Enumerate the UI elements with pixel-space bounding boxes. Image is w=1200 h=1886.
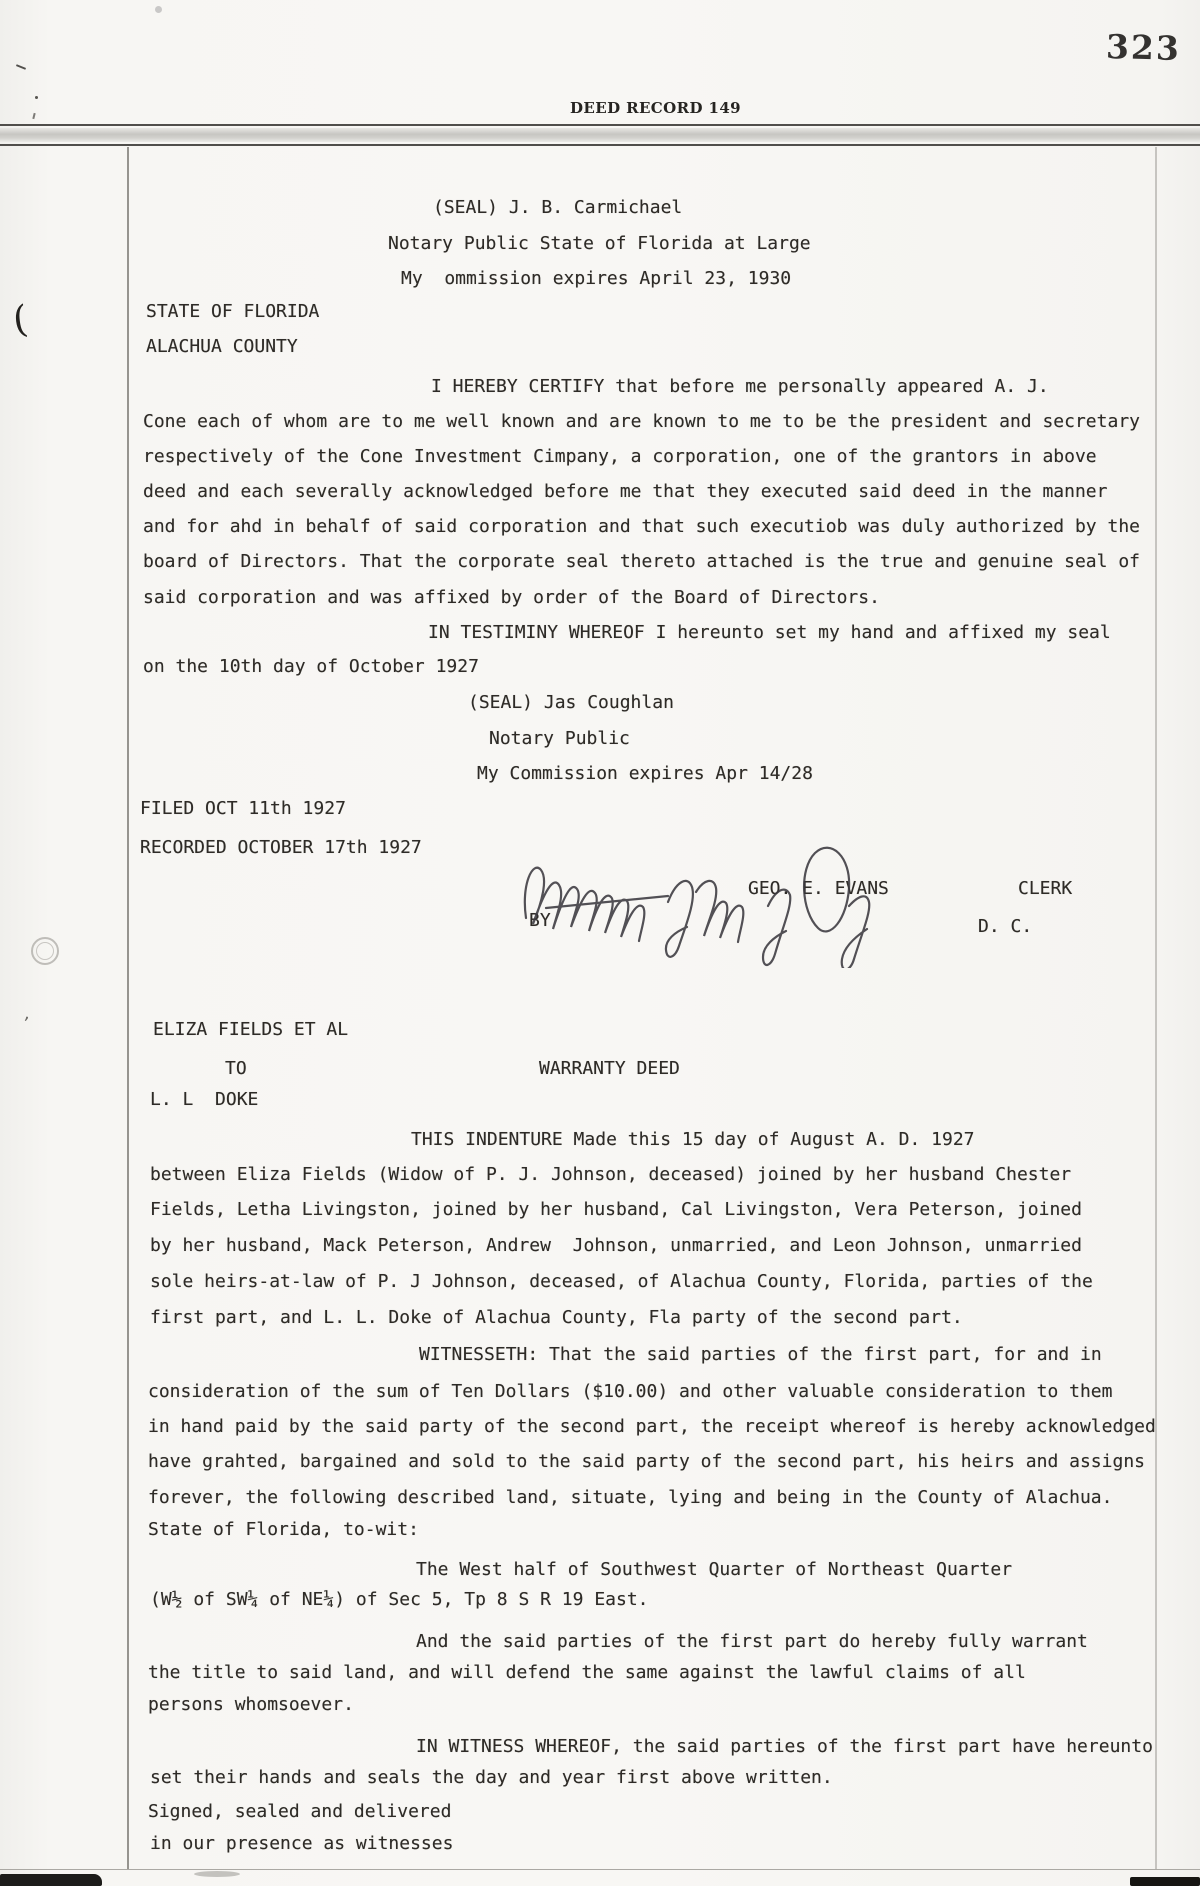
- clerk-signature-ink: [518, 836, 918, 968]
- typed-line: STATE OF FLORIDA: [146, 301, 320, 322]
- right-column-rule: [1155, 147, 1157, 1870]
- typed-line: THIS INDENTURE Made this 15 day of August A. D. 1927: [411, 1129, 975, 1150]
- typed-line: (SEAL) Jas Coughlan: [468, 692, 674, 713]
- typed-line: persons whomsoever.: [148, 1694, 354, 1715]
- typed-line: I HEREBY CERTIFY that before me personally appeared A. J.: [431, 376, 1049, 397]
- clerk-title: CLERK: [1018, 878, 1073, 899]
- typed-line: Notary Public: [489, 728, 630, 749]
- scan-speck-blur: [155, 6, 162, 13]
- typed-line: set their hands and seals the day and year first above written.: [150, 1767, 833, 1788]
- header-rule-bottom: [0, 144, 1200, 146]
- typed-line: in our presence as witnesses: [150, 1833, 454, 1854]
- scan-speck-tick: [32, 113, 35, 119]
- scan-speck-dash: [16, 64, 26, 70]
- typed-line: Cone each of whom are to me well known and are known to me to be the president and secretary: [143, 411, 1140, 432]
- page-number: 323: [1105, 27, 1182, 68]
- bottom-scan-smudge: [194, 1871, 240, 1877]
- typed-line: My ommission expires April 23, 1930: [401, 268, 792, 289]
- typed-line: deed and each severally acknowledged before me that they executed said deed in the manner: [143, 481, 1108, 502]
- typed-line: said corporation and was affixed by order of the Board of Directors.: [143, 587, 880, 608]
- typed-line: between Eliza Fields (Widow of P. J. Johnson, deceased) joined by her husband Chester: [150, 1164, 1072, 1185]
- scan-speck-dot: [35, 96, 38, 99]
- typed-line: L. L DOKE: [150, 1089, 259, 1110]
- typed-line: (SEAL) J. B. Carmichael: [433, 197, 683, 218]
- typed-line: the title to said land, and will defend the same against the lawful claims of all: [148, 1662, 1026, 1683]
- typed-line: The West half of Southwest Quarter of Northeast Quarter: [416, 1559, 1013, 1580]
- typed-line: IN TESTIMINY WHEREOF I hereunto set my hand and affixed my seal: [428, 622, 1111, 643]
- typed-line: first part, and L. L. Doke of Alachua County, Fla party of the second part.: [150, 1307, 963, 1328]
- typed-line: on the 10th day of October 1927: [143, 656, 479, 677]
- typed-line: WITNESSETH: That the said parties of the first part, for and in: [419, 1344, 1102, 1365]
- scan-speck-comma: ,: [21, 1004, 34, 1024]
- typed-line: FILED OCT 11th 1927: [140, 798, 346, 819]
- typed-line: TO: [225, 1058, 247, 1079]
- typed-line: Notary Public State of Florida at Large: [388, 233, 811, 254]
- typed-line: sole heirs-at-law of P. J Johnson, deceased, of Alachua County, Florida, parties of the: [150, 1271, 1093, 1292]
- left-column-rule: [127, 147, 129, 1870]
- bottom-scan-blob-right: [1130, 1877, 1200, 1886]
- typed-line: respectively of the Cone Investment Cimpany, a corporation, one of the grantors in above: [143, 446, 1097, 467]
- header-rule-band: [0, 128, 1200, 142]
- typed-line: board of Directors. That the corporate seal thereto attached is the true and genuine seal of: [143, 551, 1140, 572]
- typed-line: State of Florida, to-wit:: [148, 1519, 419, 1540]
- typed-line: forever, the following described land, situate, lying and being in the County of Alachua.: [148, 1487, 1113, 1508]
- typed-line: WARRANTY DEED: [539, 1058, 680, 1079]
- typed-line: My Commission expires Apr 14/28: [477, 763, 813, 784]
- typed-line: IN WITNESS WHEREOF, the said parties of the first part have hereunto: [416, 1736, 1153, 1757]
- typed-line: Signed, sealed and delivered: [148, 1801, 452, 1822]
- typed-line: Fields, Letha Livingston, joined by her husband, Cal Livingston, Vera Peterson, joined: [150, 1199, 1082, 1220]
- clerk-name: GEO. E. EVANS: [748, 878, 889, 899]
- typed-line: by her husband, Mack Peterson, Andrew Johnson, unmarried, and Leon Johnson, unmarried: [150, 1235, 1082, 1256]
- typed-line: consideration of the sum of Ten Dollars ($10.00) and other valuable consideration to them: [148, 1381, 1113, 1402]
- typed-line: and for ahd in behalf of said corporation and that such executiob was duly authorized by the: [143, 516, 1140, 537]
- bottom-page-edge-line: [0, 1869, 1200, 1870]
- typed-line: ALACHUA COUNTY: [146, 336, 298, 357]
- typed-line: (W½ of SW¼ of NE¼) of Sec 5, Tp 8 S R 19 East.: [150, 1589, 649, 1610]
- typed-line: have grahted, bargained and sold to the said party of the second part, his heirs and assigns: [148, 1451, 1145, 1472]
- bottom-scan-blob-left: [0, 1874, 102, 1886]
- typed-line: And the said parties of the first part do hereby fully warrant: [416, 1631, 1088, 1652]
- margin-stamp-circle: [31, 937, 59, 965]
- record-book-header: DEED RECORD 149: [570, 99, 742, 117]
- typed-line: in hand paid by the said party of the second part, the receipt whereof is hereby acknowledged: [148, 1416, 1156, 1437]
- deputy-clerk-label: D. C.: [978, 916, 1033, 937]
- margin-paren-mark: (: [10, 297, 31, 342]
- header-rule-top: [0, 124, 1200, 126]
- clerk-by-label: BY: [529, 910, 551, 931]
- typed-line: RECORDED OCTOBER 17th 1927: [140, 837, 422, 858]
- typed-line: ELIZA FIELDS ET AL: [153, 1019, 349, 1040]
